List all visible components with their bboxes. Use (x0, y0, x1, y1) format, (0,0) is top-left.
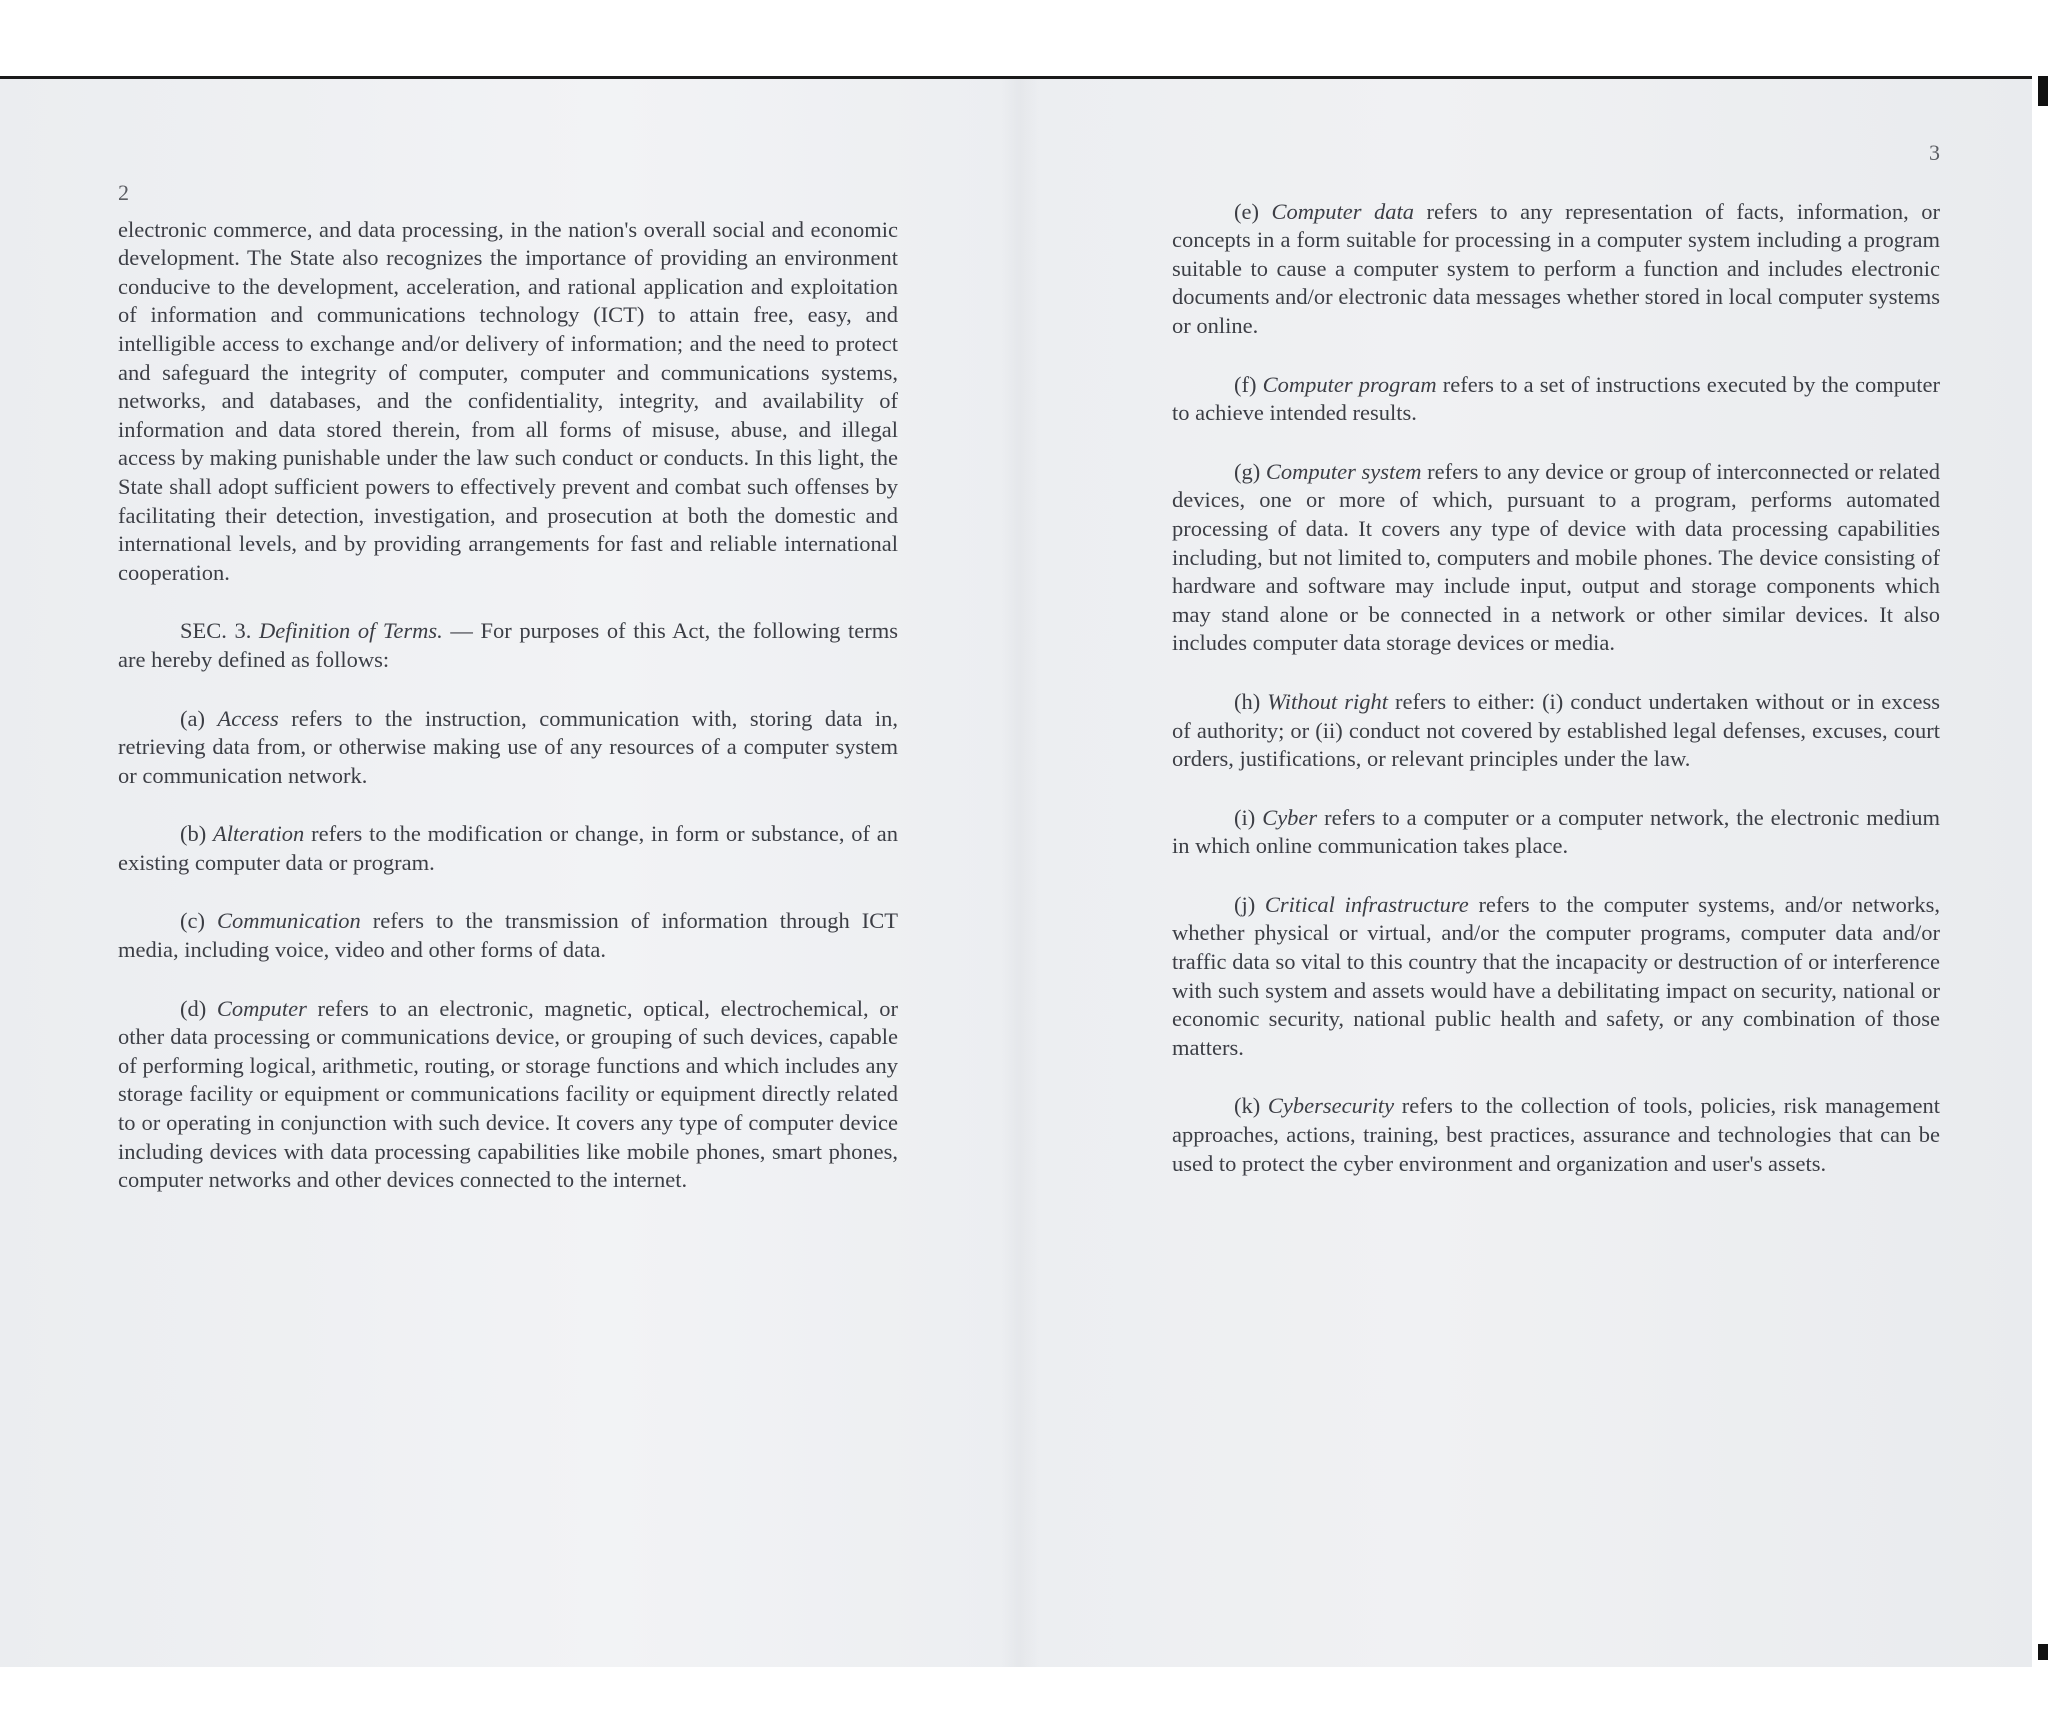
definition-j (1172, 891, 1940, 1063)
right-page (1172, 139, 1940, 1208)
definition-text: refers to either: (i) conduct undertaken without or in excess of authority; or (ii) conduct not covered by established legal defenses, excuses, court orders, justifications, or relevant principles under the law. (1172, 688, 1941, 772)
definition-h (1172, 688, 1940, 774)
page-number-left: 2 (118, 180, 129, 205)
section-label: SEC. 3. (180, 618, 252, 644)
definition-f (1172, 371, 1940, 428)
definition-text: refers to the modification or change, in form or substance, of an existing computer data or program. (118, 821, 899, 875)
page-fold (1000, 79, 1040, 1667)
definition-letter: (i) (1234, 804, 1256, 830)
scan-edge-mark (2038, 1644, 2048, 1660)
definition-text: refers to the computer systems, and/or networks, whether physical or virtual, and/or the computer programs, computer data and/or traffic data so vital to this country that the incapacity or destruction of or interference with such system and assets would have a debilitating impact on security, national or economic security, national public health and safety, or any combination of those matters. (1172, 891, 1941, 1060)
definition-letter: (f) (1234, 371, 1257, 397)
definition-text: refers to a set of instructions executed by the computer to achieve intended results. (1172, 371, 1940, 426)
definition-term: Cyber (1262, 804, 1318, 830)
definition-text: refers to the collection of tools, policies, risk management approaches, actions, training, best practices, assurance and technologies that can be used to protect the cyber environment and organization and user's assets. (1172, 1093, 1941, 1176)
definition-term: Communication (217, 908, 361, 934)
definition-letter: (k) (1234, 1093, 1261, 1119)
definition-text: refers to the instruction, communication with, storing data in, retrieving data from, or otherwise making use of any resources of a computer system or communication network. (118, 705, 899, 788)
definition-term: Access (217, 705, 279, 731)
definition-k (1172, 1092, 1940, 1178)
definition-letter: (d) (180, 995, 207, 1021)
definition-letter: (c) (180, 908, 205, 934)
left-page (118, 179, 898, 1225)
definition-letter: (j) (1234, 891, 1256, 917)
definition-letter: (a) (180, 705, 205, 731)
definition-text: refers to any representation of facts, information, or concepts in a form suitable for processing in a computer system including a program suitable to cause a computer system to perform a function and includes electronic documents and/or electronic data messages whether stored in local computer systems or online. (1172, 198, 1941, 338)
definition-term: Computer data (1271, 198, 1414, 224)
definition-a (118, 705, 898, 791)
scanned-document (0, 76, 2032, 1667)
definition-e (1172, 198, 1940, 341)
definition-term: Computer (216, 995, 307, 1021)
policy-paragraph: electronic commerce, and data processing, in the nation's overall social and economic development. The State also recognizes the importance of providing an environment conducive to the development, acceleration, and rational application and exploitation of information and communications technology (ICT) to attain free, easy, and intelligible access to exchange and/or delivery of information; and the need to protect and safeguard the integrity of computer, computer and communications systems, networks, and databases, and the confidentiality, integrity, and availability of information and data stored therein, from all forms of misuse, abuse, and illegal access by making punishable under the law such conduct or conducts. In this light, the State shall adopt sufficient powers to effectively prevent and combat such offenses by facilitating their detection, investigation, and prosecution at both the domestic and international levels, and by providing arrangements for fast and reliable international cooperation. (118, 216, 898, 585)
scan-right-margin (2038, 80, 2048, 1660)
definition-letter: (g) (1234, 458, 1261, 484)
definition-text: refers to any device or group of interconnected or related devices, one or more of which, pursuant to a program, performs automated processing of data. It covers any type of device with data processing capabilities including, but not limited to, computers and mobile phones. The device consisting of hardware and software may include input, output and storage components which may stand alone or be connected in a network or other similar devices. It also includes computer data storage devices or media. (1172, 458, 1941, 656)
definition-letter: (e) (1234, 198, 1259, 224)
section-text: — For purposes of this Act, the following terms are hereby defined as follows: (118, 618, 899, 672)
definition-term: Critical infrastructure (1264, 891, 1469, 917)
definition-text: refers to the transmission of information through ICT media, including voice, video and other forms of data. (118, 908, 899, 963)
definition-d (118, 995, 898, 1195)
section-title: Definition of Terms. (258, 618, 443, 644)
definition-c (118, 907, 898, 964)
definition-term: Computer program (1262, 371, 1437, 397)
section-heading (118, 617, 898, 674)
definition-term: Alteration (213, 821, 305, 847)
definition-term: Cybersecurity (1267, 1093, 1395, 1119)
page-number-right: 3 (1929, 140, 1940, 165)
definition-term: Without right (1267, 688, 1388, 714)
definition-letter: (b) (180, 821, 207, 847)
scan-edge-mark (2038, 76, 2048, 106)
definition-i (1172, 804, 1940, 861)
definition-term: Computer system (1265, 458, 1422, 484)
definition-g (1172, 458, 1940, 658)
definition-b (118, 820, 898, 877)
definition-letter: (h) (1234, 688, 1261, 714)
definition-text: refers to an electronic, magnetic, optical, electrochemical, or other data processing or communications device, or grouping of such devices, capable of performing logical, arithmetic, routing, or storage functions and which includes any storage facility or equipment or communications facility or equipment directly related to or operating in conjunction with such device. It covers any type of computer device including devices with data processing capabilities like mobile phones, smart phones, computer networks and other devices connected to the internet. (118, 995, 898, 1193)
definition-text: refers to a computer or a computer network, the electronic medium in which online communication takes place. (1172, 804, 1941, 859)
